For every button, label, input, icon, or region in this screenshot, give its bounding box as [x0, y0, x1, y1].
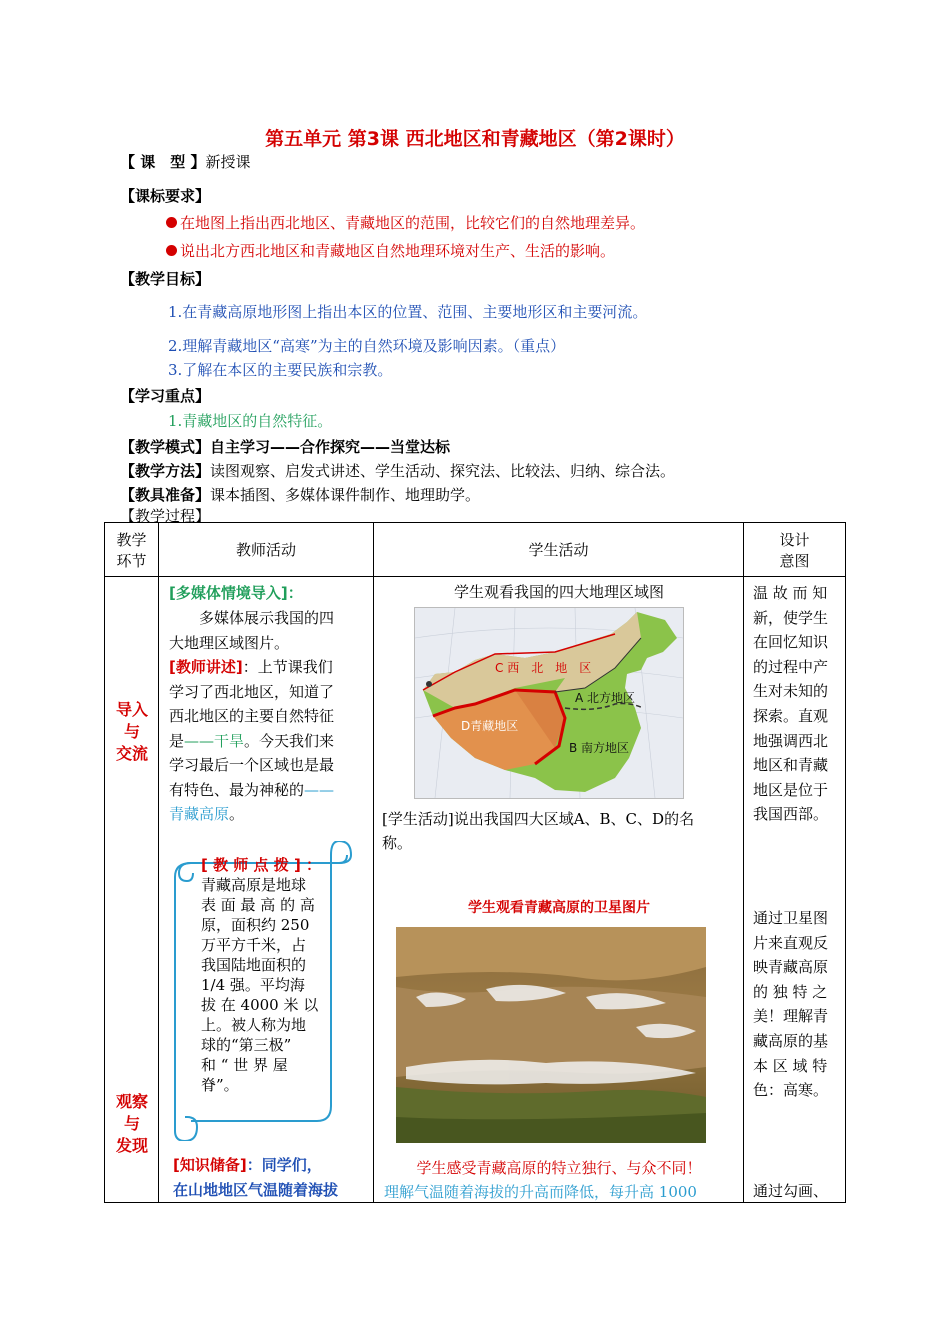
course-type-value: 新授课 [205, 153, 251, 171]
method-value: 读图观察、启发式讲述、学生活动、探究法、比较法、归纳、综合法。 [210, 462, 676, 480]
stage-observe: 观察 与 发现 [115, 1092, 148, 1155]
goal-item: 1.在青藏高原地形图上指出本区的位置、范围、主要地形区和主要河流。 [168, 303, 648, 321]
course-type-row [120, 151, 250, 172]
design-note-1: 温 故 而 知 新，使学生 在回忆知识 的过程中产 生对未知的 探索。直观 地强调西北 地区和青藏 地区是位于 我国西部。 [753, 584, 829, 824]
knowledge-text: [知识储备]：同学们， 在山地地区气温随着海拔 [173, 1156, 339, 1199]
map-label-c: C 西 北 地 区 [495, 661, 592, 675]
design-note-2: 通过卫星图 片来直观反 映青藏高原 的 独 特 之 美！理解青 藏高原的基 本 区 域 特 色：高寒。 [753, 909, 829, 1100]
intro-text: 多媒体展示我国的四 大地理区域图片。 [169, 609, 335, 652]
student-understand: 理解气温随着海拔的升高而降低，每升高 1000 [384, 1183, 697, 1201]
goal-item: 3.了解在本区的主要民族和宗教。 [168, 361, 393, 379]
tibet-satellite-image [396, 927, 706, 1143]
china-regions-map [414, 607, 684, 799]
header-stage: 教学 环节 [105, 523, 159, 577]
bullet-dot-icon [166, 217, 177, 228]
standard-item: 在地图上指出西北地区、青藏地区的范围，比较它们的自然地理差异。 [166, 212, 645, 233]
design-note-3: 通过勾画、 [753, 1182, 829, 1200]
bullet-dot-icon [166, 245, 177, 256]
stage-intro: 导入 与 交流 [115, 700, 148, 763]
process-table [104, 522, 846, 1203]
tools-row: 【教具准备】课本插图、多媒体课件制作、地理助学。 [120, 486, 481, 504]
header-teacher: 教师活动 [159, 523, 374, 577]
teacher-tip: [ 教 师 点 拨 ] ： 青藏高原是地球 表 面 最 高 的 高 原，面积约 250 万平方千米，占 我国陆地面积的 1/4 强。平均海 拔 在 4000 米 以 上。被人称为地 球的“第三极” 和 “ 世 界 屋 脊”。 [201, 856, 322, 1094]
intro-label: [多媒体情境导入]： [169, 584, 303, 602]
standard-item: 说出北方西北地区和青藏地区自然地理环境对生产、生活的影响。 [166, 240, 615, 261]
focus-label: 【学习重点】 [120, 387, 211, 405]
map-caption: 学生观看我国的四大地理区域图 [453, 583, 664, 601]
student-activity: [学生活动]说出我国四大区域A、B、C、D的名 称。 [382, 810, 695, 852]
course-type-label: 【 课 型 】 [120, 153, 206, 171]
standards-label: 【课标要求】 [120, 187, 211, 205]
method-row: 【教学方法】读图观察、启发式讲述、学生活动、探究法、比较法、归纳、综合法。 [120, 462, 676, 480]
tools-value: 课本插图、多媒体课件制作、地理助学。 [210, 486, 481, 504]
map-label-b: B 南方地区 [569, 741, 630, 755]
goals-label: 【教学目标】 [120, 270, 211, 288]
mode-value: 自主学习——合作探究——当堂达标 [210, 438, 451, 456]
map-label-a: A 北方地区 [575, 691, 636, 705]
teacher-cell [159, 577, 374, 1203]
student-cell [374, 577, 744, 1203]
student-feel: 学生感受青藏高原的特立独行、与众不同！ [416, 1159, 702, 1177]
satellite-caption: 学生观看青藏高原的卫星图片 [468, 900, 650, 916]
page-title: 第五单元 第3课 西北地区和青藏地区（第2课时） [265, 128, 685, 150]
header-student: 学生活动 [374, 523, 744, 577]
map-label-d: D青藏地区 [461, 719, 519, 733]
design-cell [744, 577, 846, 1203]
stage-cell [105, 577, 159, 1203]
focus-item: 1.青藏地区的自然特征。 [168, 412, 333, 430]
process-label: 【教学过程】 [120, 507, 211, 525]
narration-text: [教师讲述]：上节课我们 学习了西北地区，知道了 西北地区的主要自然特征 是——干旱。今天我们来 学习最后一个区域也是最 有特色、最为神秘的—— 青藏高原。 [169, 658, 335, 823]
mode-row: 【教学模式】自主学习——合作探究——当堂达标 [120, 438, 451, 456]
header-design: 设计 意图 [744, 523, 846, 577]
goal-item: 2.理解青藏地区“高寒”为主的自然环境及影响因素。（重点） [168, 337, 566, 355]
